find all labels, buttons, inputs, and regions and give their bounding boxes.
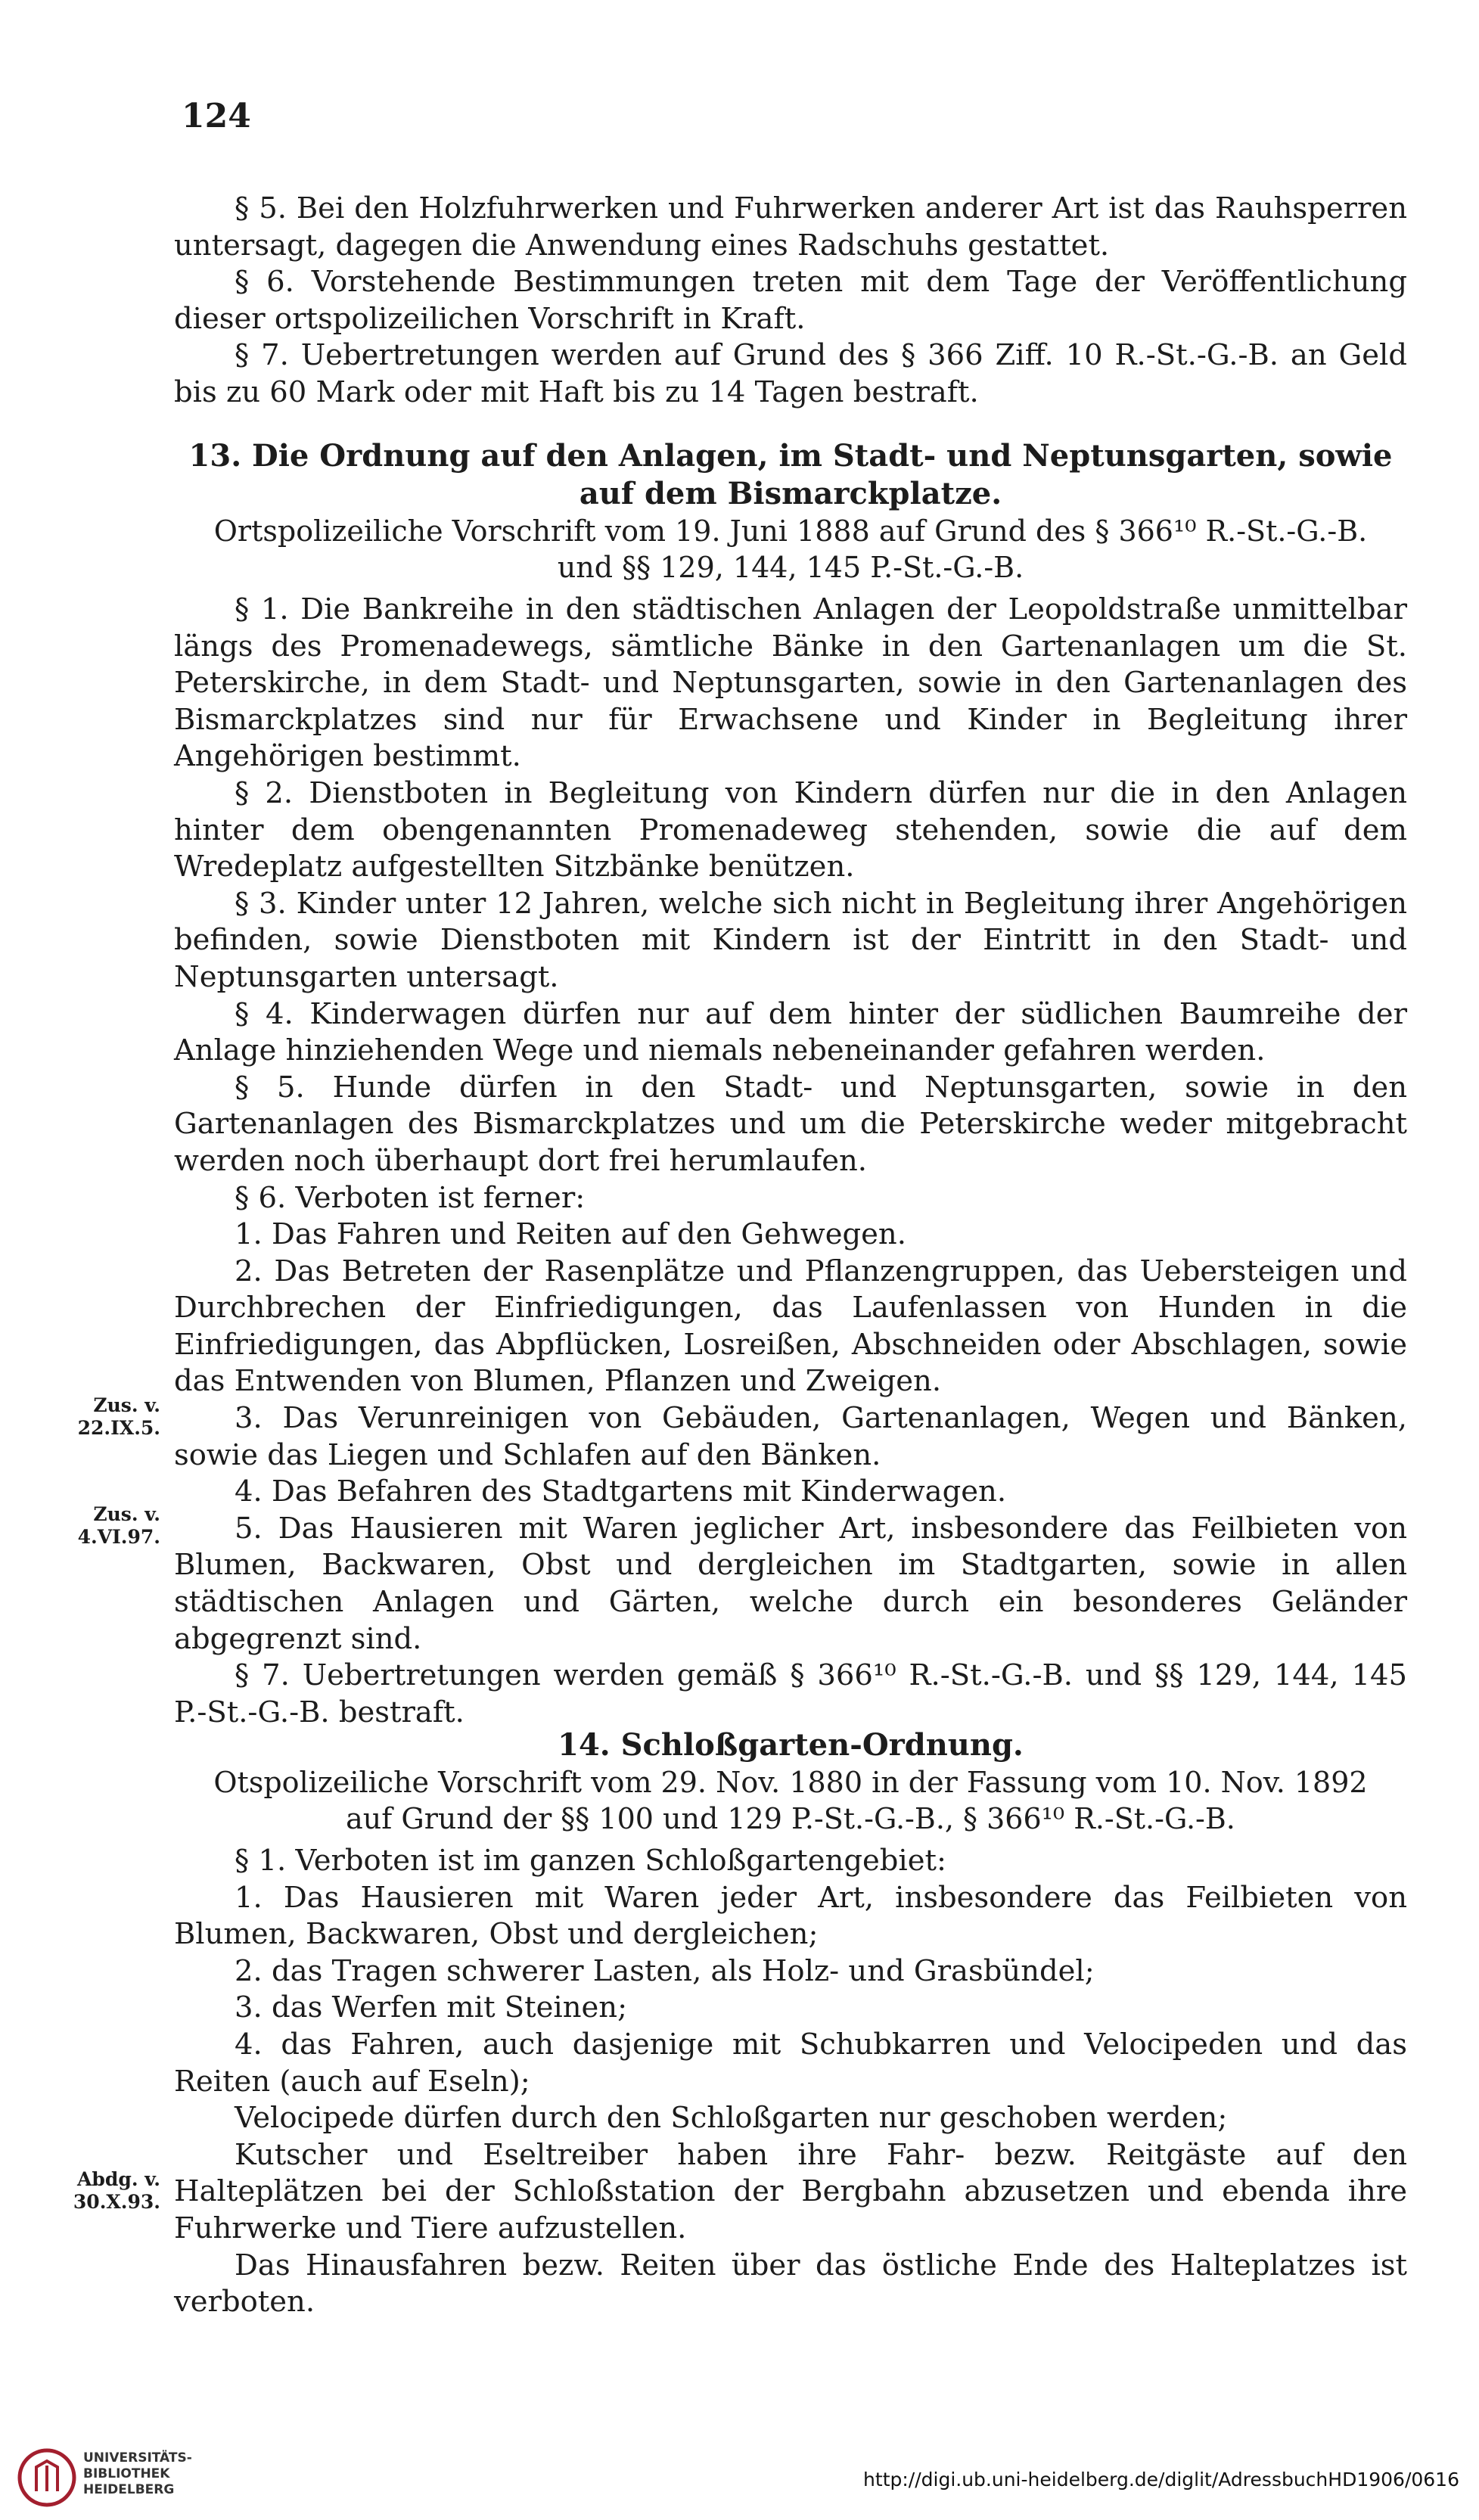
list-item: 5. Das Hausieren mit Waren jeglicher Art, insbesondere das Feilbieten von Blumen, Backwaren, Obst und dergleichen im Stadtgarten, sowie in allen städtischen Anlagen und Gärten, welche durch ein besonderes Geländer abgegrenzt sind.: [174, 1511, 1407, 1656]
section-title: 13. Die Ordnung auf den Anlagen, im Stadt- und Neptunsgarten, sowie auf dem Bismarckplatze.: [188, 438, 1393, 511]
paragraph: § 6. Verboten ist ferner:: [235, 1180, 586, 1215]
library-name: UNIVERSITÄTS- BIBLIOTHEK HEIDELBERG: [83, 2450, 192, 2497]
margin-note: Abdg. v. 30.X.93.: [73, 2168, 160, 2213]
section-14: [174, 1726, 1407, 2321]
margin-note: Zus. v. 4.VI.97.: [77, 1503, 160, 1548]
list-item: 3. das Werfen mit Steinen;: [235, 1990, 628, 2025]
section-subtitle: Otspolizeiliche Vorschrift vom 29. Nov. 1880 in der Fassung vom 10. Nov. 1892: [213, 1766, 1368, 1799]
list-item: 1. Das Fahren und Reiten auf den Gehwegen.: [235, 1217, 906, 1252]
source-url[interactable]: http://digi.ub.uni-heidelberg.de/diglit/AdressbuchHD1906/0616: [863, 2469, 1459, 2490]
list-item: 4. Das Befahren des Stadtgartens mit Kinderwagen.: [235, 1474, 1007, 1509]
paragraph: Velocipede dürfen durch den Schloßgarten nur geschoben werden;: [235, 2101, 1228, 2136]
list-item: 2. Das Betreten der Rasenplätze und Pflanzengruppen, das Uebersteigen und Durchbrechen der Einfriedigungen, das Laufenlassen von Hunden in die Einfriedigungen, das Abpflücken, Losreißen, Abschneiden oder Abschlagen, sowie das Entwenden von Blumen, Pflanzen und Zweigen.: [174, 1254, 1407, 1399]
paragraph: § 2. Dienstboten in Begleitung von Kindern dürfen nur die in den Anlagen hinter dem obengenannten Promenadeweg stehenden, sowie die auf dem Wredeplatz aufgestellten Sitzbänke benützen.: [174, 775, 1407, 884]
paragraph: § 5. Hunde dürfen in den Stadt- und Neptunsgarten, sowie in den Gartenanlagen des Bismarckplatzes und um die Peterskirche weder mitgebracht werden noch überhaupt dort frei herumlaufen.: [174, 1070, 1407, 1178]
page-number: 124: [182, 97, 251, 135]
margin-note: Zus. v. 22.IX.5.: [77, 1394, 160, 1439]
university-seal-icon: [14, 2444, 80, 2511]
list-item: 3. Das Verunreinigen von Gebäuden, Gartenanlagen, Wegen und Bänken, sowie das Liegen und Schlafen auf den Bänken.: [174, 1401, 1407, 1472]
paragraph: § 7. Uebertretungen werden auf Grund des § 366 Ziff. 10 R.-St.-G.-B. an Geld bis zu 60 Mark oder mit Haft bis zu 14 Tagen bestraft.: [174, 338, 1407, 409]
paragraph: § 1. Die Bankreihe in den städtischen Anlagen der Leopoldstraße unmittelbar längs des Promenadewegs, sämtliche Bänke in den Gartenanlagen um die St. Peterskirche, in dem Stadt- und Neptunsgarten, sowie in den Gartenanlagen des Bismarckplatzes sind nur für Erwachsene und Kinder in Begleitung ihrer Angehörigen bestimmt.: [174, 592, 1407, 774]
list-item: 2. das Tragen schwerer Lasten, als Holz- und Grasbündel;: [235, 1953, 1095, 1988]
section-subtitle: Ortspolizeiliche Vorschrift vom 19. Juni 1888 auf Grund des § 366¹⁰ R.-St.-G.-B.: [213, 514, 1368, 548]
list-item: 1. Das Hausieren mit Waren jeder Art, insbesondere das Feilbieten von Blumen, Backwaren, Obst und dergleichen;: [174, 1880, 1407, 1952]
paragraph: § 1. Verboten ist im ganzen Schloßgartengebiet:: [235, 1844, 946, 1878]
section-subtitle: und §§ 129, 144, 145 P.-St.-G.-B.: [557, 551, 1024, 584]
footer-bar: [0, 2440, 1479, 2520]
paragraph: § 7. Uebertretungen werden gemäß § 366¹⁰ R.-St.-G.-B. und §§ 129, 144, 145 P.-St.-G.-B. bestraft.: [174, 1658, 1407, 1729]
section-13: [174, 437, 1407, 1731]
paragraph: § 3. Kinder unter 12 Jahren, welche sich nicht in Begleitung ihrer Angehörigen befinden, sowie Dienstboten mit Kindern ist der Eintritt in den Stadt- und Neptunsgarten untersagt.: [174, 886, 1407, 994]
list-item: 4. das Fahren, auch dasjenige mit Schubkarren und Velocipeden und das Reiten (auch auf Eseln);: [174, 2027, 1407, 2099]
paragraph: § 5. Bei den Holzfuhrwerken und Fuhrwerken anderer Art ist das Rauhsperren untersagt, dagegen die Anwendung eines Radschuhs gestattet.: [174, 191, 1407, 263]
paragraph: § 6. Vorstehende Bestimmungen treten mit dem Tage der Veröffentlichung dieser ortspolizeilichen Vorschrift in Kraft.: [174, 265, 1407, 336]
top-section: [174, 191, 1407, 412]
paragraph: § 4. Kinderwagen dürfen nur auf dem hinter der südlichen Baumreihe der Anlage hinziehenden Wege und niemals nebeneinander gefahren werden.: [174, 996, 1407, 1068]
section-subtitle: auf Grund der §§ 100 und 129 P.-St.-G.-B., § 366¹⁰ R.-St.-G.-B.: [346, 1802, 1235, 1835]
paragraph: Das Hinausfahren bezw. Reiten über das östliche Ende des Halteplatzes ist verboten.: [174, 2248, 1407, 2320]
paragraph: Kutscher und Eseltreiber haben ihre Fahr- bezw. Reitgäste auf den Halteplätzen bei der Schloßstation der Bergbahn abzusetzen und ebenda ihre Fuhrwerke und Tiere aufzustellen.: [174, 2137, 1407, 2245]
section-title: 14. Schloßgarten-Ordnung.: [558, 1727, 1024, 1763]
